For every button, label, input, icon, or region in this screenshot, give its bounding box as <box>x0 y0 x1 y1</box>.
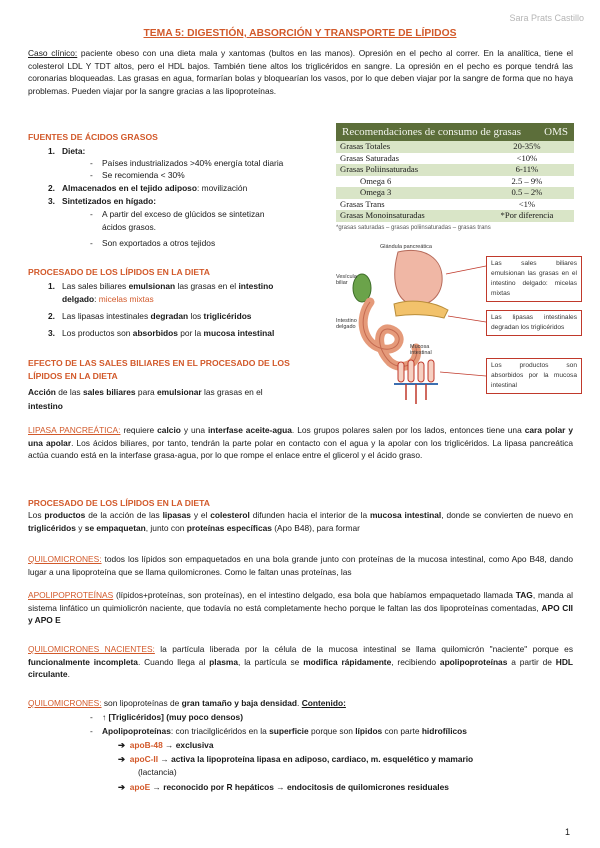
quilomicrones-2-b2-bold: Apolipoproteínas <box>102 726 171 736</box>
sources-item-3-sub-1: - A partir del exceso de glúcidos se sintetizan <box>90 209 265 219</box>
processing-2-heading: PROCESADO DE LOS LÍPIDOS EN LA DIETA <box>28 498 210 508</box>
processing-2-t4: difunden hacia el interior de la <box>249 510 370 520</box>
processing-2-t1: Los <box>28 510 45 520</box>
page-title: TEMA 5: DIGESTIÓN, ABSORCIÓN Y TRANSPORTE DE LÍPIDOS <box>143 28 457 39</box>
quilomicrones-2-b2-hidro: hidrofílicos <box>421 726 467 736</box>
apo-item-2-cont: (lactancia) <box>138 767 177 777</box>
processing-2-t5: , donde se convierten de nuevo en <box>441 510 573 520</box>
diagram-label-bile: Vesícula biliar <box>336 274 357 286</box>
processing-item-3-c: por la <box>177 328 204 338</box>
processing-2-paragraph <box>28 509 573 534</box>
callout-bile-salts: Las sales biliares emulsionan las grasas en el intestino delgado: micelas mixtas <box>486 256 582 302</box>
apo-item-1 <box>118 739 213 752</box>
processing-item-1-e: delgado <box>62 294 95 304</box>
processing-item-3-d: mucosa intestinal <box>203 328 275 338</box>
processing-item-1-d: intestino <box>238 281 274 291</box>
processing-2-colesterol: colesterol <box>210 510 250 520</box>
oms-table <box>336 141 574 222</box>
quilomicrones-2-b1: ↑ [Triglicéridos] (muy poco densos) <box>102 712 243 722</box>
processing-item-1: 1. Las sales biliares emulsionan las grasas en el intestino <box>48 281 274 291</box>
quilomicrones-2-contenido: Contenido: <box>301 698 346 708</box>
callout-lipases: Las lipasas intestinales degradan los triglicéridos <box>486 310 582 336</box>
quilomicrones-2-line <box>28 697 346 710</box>
processing-2-t6: y <box>75 522 85 533</box>
oms-row-value: 0.5 – 2% <box>480 187 574 199</box>
oms-row-label: Grasas Saturadas <box>336 153 480 165</box>
quilomicrones-2-b2-t2: porque son <box>308 726 356 736</box>
apo-item-2-name: apoC-II <box>129 754 159 764</box>
table-row <box>336 199 574 211</box>
lipasa-calcio: calcio <box>157 425 181 435</box>
quilomicrones-2-b2-t3: con parte <box>382 726 422 736</box>
apo-item-3-text: → reconocido por R hepáticos → endocitosis de quilomicrones residuales <box>150 782 449 792</box>
lipasa-label: LIPASA PANCREÁTICA: <box>28 425 121 435</box>
apo-item-2 <box>118 753 573 766</box>
processing-2-t3: y el <box>190 510 211 520</box>
sources-item-2-rest: : movilización <box>196 183 248 193</box>
apo-item-1-name: apoB-48 <box>129 740 163 750</box>
processing-item-1-cont <box>62 293 154 306</box>
bile-effect-text <box>28 386 328 399</box>
bile-effect-a: Acción <box>28 387 56 397</box>
oms-row-value: 2.5 – 9% <box>480 176 574 188</box>
apolipoproteinas-text-1: (lípidos+proteínas, son proteínas), en el intestino delgado, esa bola que habíamos empaquetado llamada <box>113 590 516 600</box>
sources-item-2-bold: Almacenados en el tejido adiposo <box>62 183 197 193</box>
nacientes-func: funcionalmente incompleta <box>28 656 138 667</box>
lipasa-text-2: y una <box>180 425 208 435</box>
nacientes-plasma: plasma <box>209 656 239 667</box>
quilomicrones-2-text-1: son lipoproteínas de <box>101 698 182 708</box>
lipasa-cara-polar: cara polar y una apolar <box>28 425 573 448</box>
processing-2-t8: (Apo B48), para formar <box>271 522 360 533</box>
oms-row-value: 6-11% <box>480 164 574 176</box>
processing-2-lipasas: lipasas <box>162 510 191 520</box>
oms-table-note: *grasas saturadas – grasas poliinsaturadas – grasas trans <box>336 224 491 231</box>
sources-item-1-text: Dieta <box>62 146 83 156</box>
lipasa-text-4: . Los ácidos biliares, por tanto, tendrán la parte polar en contacto con el agua y la apolar con los triglicéridos. La lipasa pancreática actúa cuando está en la interfase grasa-agua, por lo que rompe el enlace entre el glicerol y el ácido graso. <box>28 437 574 461</box>
quilomicrones-2-b2-sup: superficie <box>269 726 309 736</box>
oms-row-label: Grasas Monoinsaturadas <box>336 210 480 222</box>
quilomicrones-2-bullet-2: - Apolipoproteínas: con triacilglicéridos en la superficie porque son lípidos con parte hidrofílicos <box>90 726 467 736</box>
sources-item-1-sub-2: - Se recomienda < 30% <box>90 170 185 180</box>
oms-row-label: Grasas Poliinsaturadas <box>336 164 480 176</box>
table-row <box>336 141 574 153</box>
sources-item-1-sub-1-text: Países industrializados >40% energía total diaria <box>102 158 284 168</box>
processing-item-3-a: Los productos son <box>62 328 133 338</box>
apolipoproteinas-text-2: , manda al sistema linfático un quimiolicrón naciente, que todavía no está completamente hecho porque le faltan las dos lipoproteínas comentadas, <box>28 590 573 613</box>
table-row <box>336 153 574 165</box>
lipasa-text-1: requiere <box>120 425 158 435</box>
sources-item-3-sub-2-text: Son exportados a otros tejidos <box>102 238 216 248</box>
nacientes-text-2: . Cuando llega al <box>137 656 210 667</box>
quilomicrones-2-b2-lip: lípidos <box>355 726 383 736</box>
bile-effect-b: de las <box>55 387 83 397</box>
processing-2-t2: de la acción de las <box>85 510 163 520</box>
oms-row-label: Grasas Trans <box>336 199 480 211</box>
arrow-icon: ➔ <box>118 782 126 792</box>
oms-row-value: 20-35% <box>480 141 574 153</box>
processing-item-1-g: micelas mixtas <box>98 294 154 304</box>
processing-item-1-f: : <box>94 294 99 304</box>
author-name: Sara Prats Castillo <box>509 13 584 23</box>
sources-item-1: 1. Dieta: <box>48 146 86 156</box>
table-row <box>336 164 574 176</box>
clinical-case-text: paciente obeso con una dieta mala y xantomas (bultos en las manos). Opresión en el pecho al correr. En la analítica, tiene el colesterol LDL Y TDT altos, pero el HDL bajos. También tiene altos los triglicéridos en sangre. La opresión en el pecho es porque tendrá las coronarias bloqueadas. Las grasas en agua, formarían bolas y bloquearían los vasos, por lo que deben viajar por la sangre de forma que no haya problemas. Pueden viajar por la sangre gracias a las lipoproteínas. <box>28 48 573 96</box>
processing-2-prot: proteínas específicas <box>186 522 272 533</box>
nacientes-text-1: la partícula liberada por la célula de la mucosa intestinal se llama quilomicrón "naciente" porque es <box>154 644 574 654</box>
sources-item-3: 3. Sintetizados en hígado: <box>48 196 156 206</box>
processing-2-productos: productos <box>44 510 86 520</box>
processing-item-2-c: los <box>188 311 204 321</box>
bile-effect-d: para <box>135 387 157 397</box>
oms-row-value: <1% <box>480 199 574 211</box>
quilomicrones-2-b2-t1: : con triacilglicéridos en la <box>170 726 270 736</box>
clinical-case-label: Caso clínico: <box>28 48 78 58</box>
processing-2-trig: triglicéridos <box>28 522 76 533</box>
bile-effect-heading-1: EFECTO DE LAS SALES BILIARES EN EL PROCESADO DE LOS <box>28 358 290 368</box>
lipasa-interfase: interfase aceite-agua <box>207 425 292 435</box>
nacientes-text-3: , la partícula se <box>238 656 304 667</box>
processing-item-3-b: absorbidos <box>132 328 178 338</box>
oms-row-value: <10% <box>480 153 574 165</box>
processing-item-1-a: Las sales biliares <box>62 281 129 291</box>
apo-item-3-name: apoE <box>129 782 151 792</box>
oms-row-label: Omega 3 <box>336 187 480 199</box>
sources-item-3-bold: Sintetizados en hígado <box>62 196 154 206</box>
processing-2-empaq: se empaquetan <box>84 522 146 533</box>
oms-table-box <box>336 123 574 234</box>
apolipoproteinas-label: APOLIPOPROTEÍNAS <box>28 590 114 600</box>
diagram-label-pancreas: Glándula pancreática <box>380 244 432 250</box>
quilomicrones-2-text-2: . <box>297 698 302 708</box>
oms-header-org: OMS <box>544 126 568 138</box>
nacientes-modif: modifica rápidamente <box>303 656 392 667</box>
callout-absorption: Los productos son absorbidos por la mucosa intestinal <box>486 358 582 394</box>
apolipoproteinas-apos: APO CII y APO E <box>28 602 573 626</box>
page-number: 1 <box>564 827 570 837</box>
oms-row-label: Grasas Totales <box>336 141 480 153</box>
quilomicrones-paragraph <box>28 553 573 578</box>
nacientes-hdl: HDL circulante <box>28 656 573 680</box>
arrow-icon: ➔ <box>118 740 126 750</box>
sources-item-1-sub-2-text: Se recomienda < 30% <box>102 170 185 180</box>
nacientes-paragraph <box>28 643 573 681</box>
nacientes-text-6: . <box>67 669 70 680</box>
bile-effect-text-cont: intestino <box>28 401 63 411</box>
diagram-label-small-intestine: Intestino delgado <box>336 318 357 330</box>
apolipoproteinas-paragraph <box>28 589 573 627</box>
apo-item-3 <box>118 781 449 794</box>
lipasa-paragraph <box>28 424 573 462</box>
processing-item-2-a: Las lipasas intestinales <box>62 311 151 321</box>
apo-item-1-text: → exclusiva <box>162 740 214 750</box>
nacientes-text-4: , recibiendo <box>391 656 440 667</box>
clinical-case <box>28 47 573 97</box>
processing-2-mucosa: mucosa intestinal <box>369 510 442 520</box>
nacientes-text-5: a partir de <box>507 656 556 667</box>
quilomicrones-text: todos los lípidos son empaquetados en una bola grande junto con proteínas de la mucosa intestinal, como Apo B48, dando lugar a una lipoproteína que se llama quilomicrones. Como le faltan unas proteínas, las <box>28 554 573 577</box>
processing-2-t7: , junto con <box>145 522 187 533</box>
nacientes-apolip: apolipoproteínas <box>439 656 508 667</box>
digestion-diagram <box>336 244 581 414</box>
sources-item-3-sub-2: - Son exportados a otros tejidos <box>90 238 216 248</box>
table-row <box>336 210 574 222</box>
quilomicrones-2-bullet-1: - ↑ [Triglicéridos] (muy poco densos) <box>90 712 243 722</box>
table-row <box>336 176 574 188</box>
quilomicrones-label: QUILOMICRONES: <box>28 554 102 564</box>
oms-header-title: Recomendaciones de consumo de grasas <box>342 126 521 138</box>
apolipoproteinas-tag: TAG <box>515 590 533 600</box>
processing-item-3: 3. Los productos son absorbidos por la mucosa intestinal <box>48 328 275 338</box>
sources-item-1-sub-1: - Países industrializados >40% energía total diaria <box>90 158 284 168</box>
sources-item-2: 2. Almacenados en el tejido adiposo: movilización <box>48 183 248 193</box>
processing-item-2-b: degradan <box>150 311 189 321</box>
sources-item-3-sub-1-cont: ácidos grasos. <box>102 222 156 232</box>
sources-heading: FUENTES DE ÁCIDOS GRASOS <box>28 132 158 142</box>
bile-effect-f: las grasas en el <box>201 387 263 397</box>
oms-row-label: Omega 6 <box>336 176 480 188</box>
processing-heading: PROCESADO DE LOS LÍPIDOS EN LA DIETA <box>28 267 210 277</box>
diagram-label-mucosa: Mucosa intestinal <box>410 344 432 356</box>
processing-item-1-b: emulsionan <box>128 281 176 291</box>
quilomicrones-2-big: gran tamaño y baja densidad <box>181 698 298 708</box>
bile-effect-heading-2: LÍPIDOS EN LA DIETA <box>28 371 118 381</box>
oms-table-header <box>336 123 574 141</box>
arrow-icon: ➔ <box>118 754 126 764</box>
lipasa-text-3: . Los grupos polares salen por los lados, entonces tiene una <box>291 425 525 435</box>
nacientes-label: QUILOMICRONES NACIENTES: <box>28 644 155 654</box>
processing-item-1-c: las grasas en el <box>175 281 239 291</box>
sources-item-3-sub-1-a: A partir del exceso de glúcidos se sintetizan <box>102 209 265 219</box>
processing-item-2-d: triglicéridos <box>203 311 252 321</box>
processing-item-2: 2. Las lipasas intestinales degradan los triglicéridos <box>48 311 252 321</box>
table-row <box>336 187 574 199</box>
apo-item-2-text: → activa la lipoproteína lipasa en adiposo, cardiaco, m. esquelético y mamario <box>158 754 474 764</box>
bile-effect-e: emulsionar <box>157 387 202 397</box>
oms-row-value: *Por diferencia <box>480 210 574 222</box>
bile-effect-c: sales biliares <box>82 387 136 397</box>
quilomicrones-2-label: QUILOMICRONES: <box>28 698 102 708</box>
